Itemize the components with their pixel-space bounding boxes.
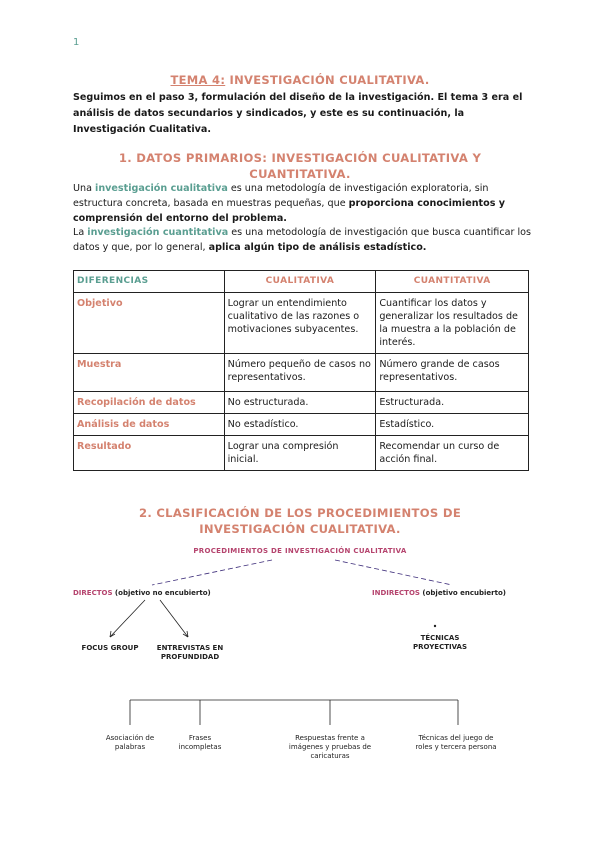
p2-bold: aplica algún tipo de análisis estadístico.	[208, 242, 427, 253]
table-cell: Número grande de casos representativos.	[376, 354, 529, 392]
p1-b: es una metodología de investigación exploratoria, sin estructura concreta, basada en muestras pequeñas, que	[73, 183, 489, 209]
table-cell: Número pequeño de casos no representativos.	[224, 354, 376, 392]
diagram-root: PROCEDIMIENTOS DE INVESTIGACIÓN CUALITATIVA	[193, 547, 407, 555]
p1-a: Una	[73, 183, 96, 194]
direct-label: DIRECTOS	[73, 589, 113, 597]
term-quantitative: investigación cuantitativa	[87, 227, 229, 238]
title-prefix: TEMA 4:	[170, 73, 226, 87]
table-cell: Cuantificar los datos y generalizar los resultados de la muestra a la población de interés.	[376, 293, 529, 354]
table-header: CUANTITATIVA	[376, 271, 529, 293]
direct-to-focus-line	[110, 600, 145, 637]
term-qualitative: investigación cualitativa	[95, 183, 228, 194]
table-header: CUALITATIVA	[224, 271, 376, 293]
technique-image-responses: Respuestas frente a imágenes y pruebas de caricaturas	[288, 734, 372, 760]
p1-bold: proporciona conocimientos y comprensión del entorno del problema.	[73, 198, 506, 224]
table-cell: Lograr una compresión inicial.	[224, 436, 376, 471]
table-cell: No estadístico.	[224, 414, 376, 436]
projective-techniques-node: TÉCNICAS PROYECTIVAS	[413, 634, 467, 651]
p2-b: es una metodología de investigación que busca cuantificar los datos y que, por lo general,	[73, 227, 531, 253]
table-row-label: Muestra	[74, 354, 225, 392]
intro-paragraph: Seguimos en el paso 3, formulación del diseño de la investigación. El tema 3 era el análisis de datos secundarios y sindicados, y este es su continuación, la Investigación Cualitativa.	[73, 92, 523, 135]
table-header: DIFERENCIAS	[74, 271, 225, 293]
table-cell: Estructurada.	[376, 392, 529, 414]
focus-group-node: FOCUS GROUP	[81, 644, 139, 652]
direct-note: (objetivo no encubierto)	[112, 589, 211, 597]
dot-marker	[434, 625, 436, 627]
technique-incomplete-phrases: Frases incompletas	[178, 734, 222, 751]
table-cell: Recomendar un curso de acción final.	[376, 436, 529, 471]
table-row-label: Análisis de datos	[74, 414, 225, 436]
indirect-label: INDIRECTOS	[372, 589, 420, 597]
table-row-label: Resultado	[74, 436, 225, 471]
table-cell: Estadístico.	[376, 414, 529, 436]
section1-heading: 1. DATOS PRIMARIOS: INVESTIGACIÓN CUALITATIVA Y CUANTITATIVA.	[118, 151, 482, 181]
interview-node: ENTREVISTAS EN PROFUNDIDAD	[156, 644, 224, 661]
technique-role-play: Técnicas del juego de roles y tercera persona	[415, 734, 497, 751]
table-cell: Lograr un entendimiento cualitativo de las razones o motivaciones subyacentes.	[224, 293, 376, 354]
page-number: 1	[73, 37, 80, 48]
root-to-direct-line	[152, 560, 272, 585]
root-to-indirect-line	[335, 560, 452, 585]
title-text: INVESTIGACIÓN CUALITATIVA.	[225, 73, 430, 87]
indirect-node	[372, 589, 532, 598]
p2-a: La	[73, 227, 88, 238]
table-row-label: Objetivo	[74, 293, 225, 354]
section2-heading: 2. CLASIFICACIÓN DE LOS PROCEDIMIENTOS DE INVESTIGACIÓN CUALITATIVA.	[138, 506, 462, 536]
direct-node	[73, 589, 243, 598]
technique-word-association: Asociación de palabras	[105, 734, 155, 751]
indirect-note: (objetivo encubierto)	[419, 589, 506, 597]
direct-to-interview-line	[160, 600, 188, 637]
table-row-label: Recopilación de datos	[74, 392, 225, 414]
table-cell: No estructurada.	[224, 392, 376, 414]
